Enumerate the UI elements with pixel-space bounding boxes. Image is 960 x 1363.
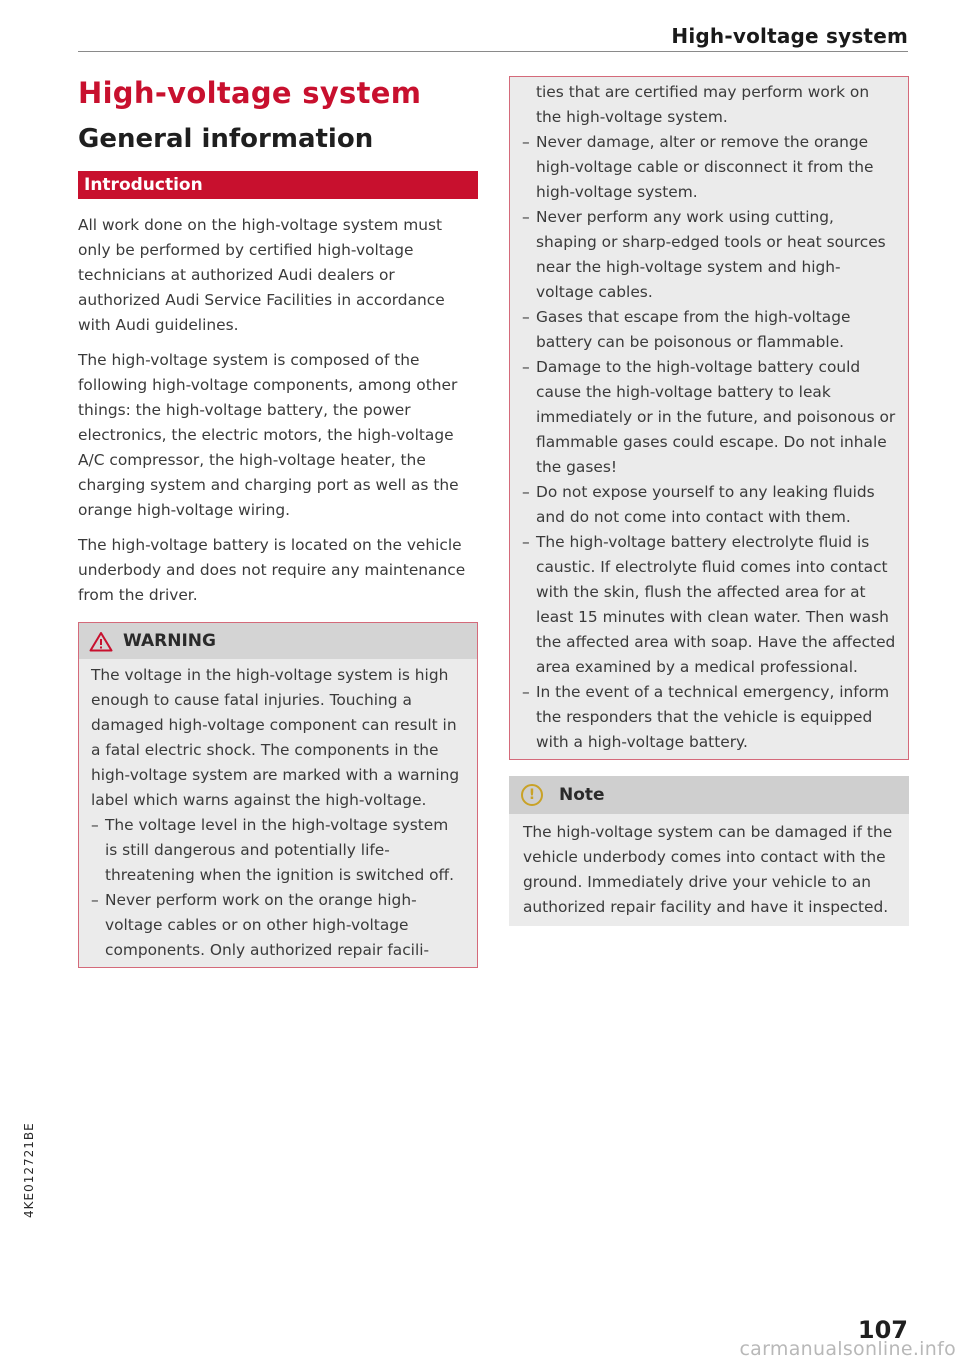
note-text: The high-voltage system can be damaged if the vehicle underbody comes into contact with the ground. Immediately drive your vehicle to an authorized repair facility and have it inspected. [523,823,893,916]
warning-bullet: – Damage to the high-voltage battery could cause the high-voltage battery to leak immediately or in the future, and poisonous or flammable gases could escape. Do not inhale the gases! [522,358,896,476]
document-code: 4KE012721BE [22,1122,36,1218]
note-exclamation-icon: ! [521,784,543,806]
warning-bullet: – Gases that escape from the high-voltage battery can be poisonous or flammable. [522,308,851,351]
right-column [509,76,909,926]
warning-text: The voltage in the high-voltage system is high enough to cause fatal injuries. Touching a damaged high-voltage component can result in a fatal electric shock. The components in the high-voltage system are marked with a warning label which warns against the high-voltage. [91,666,460,809]
section-title: High-voltage system [78,76,422,110]
warning-continuation: ties that are certified may perform work on the high-voltage system. [536,83,870,126]
intro-paragraph: The high-voltage battery is located on the vehicle underbody and does not require any maintenance from the driver. [78,536,466,604]
page-number: 107 [857,1316,908,1344]
warning-bullet: – Never perform work on the orange high-voltage cables or on other high-voltage components. Only authorized repair facili- [91,891,430,959]
note-body [509,814,909,926]
warning-bullet: – The voltage level in the high-voltage system is still dangerous and potentially life-threatening when the ignition is switched off. [91,816,455,884]
watermark: carmanualsonline.info [739,1338,956,1360]
introduction-bar: Introduction [78,171,478,199]
warning-box-continued [509,76,909,760]
warning-body [79,659,477,967]
running-header: High-voltage system [671,24,908,48]
warning-box [78,622,478,968]
header-rule [78,51,908,52]
intro-paragraph: All work done on the high-voltage system must only be performed by certified high-voltage technicians at authorized Audi dealers or authorized Audi Service Facilities in accordance with Audi guidelines. [78,216,445,334]
note-box [509,776,909,926]
note-header [509,776,909,814]
note-title: Note [559,785,605,805]
left-column [78,73,478,968]
warning-bullet: – Do not expose yourself to any leaking fluids and do not come into contact with them. [522,483,875,526]
warning-bullet: – In the event of a technical emergency, inform the responders that the vehicle is equipped with a high-voltage battery. [522,683,890,751]
warning-bullet: – The high-voltage battery electrolyte fluid is caustic. If electrolyte fluid comes into contact with the skin, flush the affected area for at least 15 minutes with clean water. Then wash the affected area with soap. Have the affected area examined by a medical professional. [522,533,896,676]
warning-triangle-icon [89,631,113,652]
warning-bullet: – Never perform any work using cutting, shaping or sharp-edged tools or heat sources near the high-voltage system and high-voltage cables. [522,208,886,301]
subsection-title: General information [78,124,374,154]
warning-title: WARNING [123,631,216,651]
warning-bullet: – Never damage, alter or remove the orange high-voltage cable or disconnect it from the high-voltage system. [522,133,874,201]
warning-header [79,623,477,659]
intro-paragraph: The high-voltage system is composed of the following high-voltage components, among other things: the high-voltage battery, the power electronics, the electric motors, the high-voltage A/C compressor, the high-voltage heater, the charging system and charging port as well as the orange high-voltage wiring. [78,351,459,519]
